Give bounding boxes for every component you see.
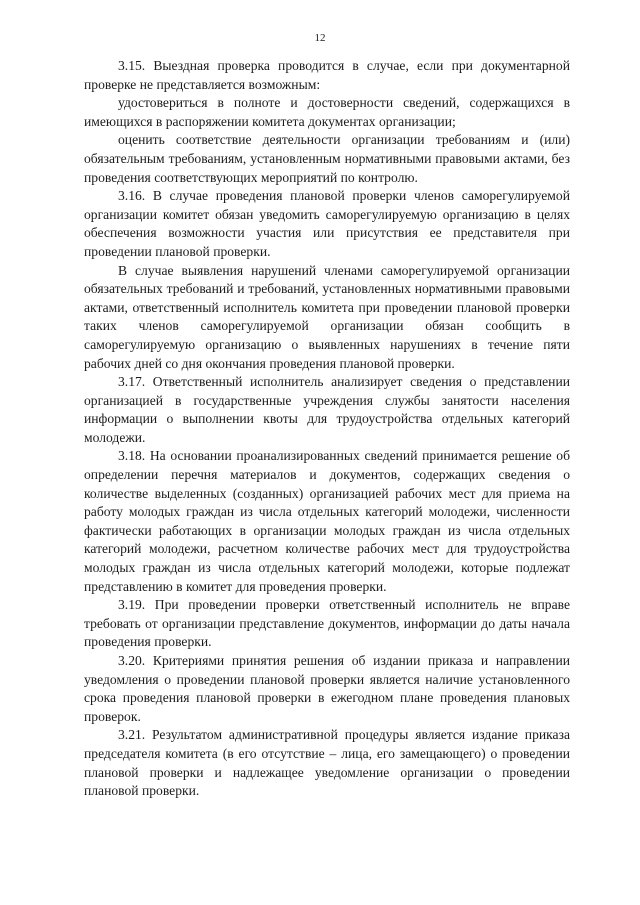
paragraph-3-16: 3.16. В случае проведения плановой проверки членов саморегулируемой организации комитет обязан уведомить саморегулируемую организацию в целях обеспечения возможности участия или присутствия ее представителя при проведении плановой проверки. xyxy=(84,188,570,259)
paragraph-3-21: 3.21. Результатом административной процедуры является издание приказа председателя комитета (в его отсутствие – лица, его замещающего) о проведении плановой проверки и надлежащее уведомление организации о проведении плановой проверки. xyxy=(84,727,570,799)
paragraph-3-15-item-1: удостовериться в полноте и достоверности сведений, содержащихся в имеющихся в распоряжении комитета документах организации; xyxy=(84,95,570,129)
paragraph-3-17: 3.17. Ответственный исполнитель анализирует сведения о представлении организацией в государственные учреждения службы занятости населения информации о выполнении квоты для трудоустройства отдельных категорий молодежи. xyxy=(84,374,570,445)
paragraph-3-15-item-2: оценить соответствие деятельности организации требованиям и (или) обязательным требованиям, установленным нормативными правовыми актами, без проведения соответствующих мероприятий по контролю. xyxy=(84,132,570,185)
paragraph-3-15: 3.15. Выездная проверка проводится в случае, если при документарной проверке не представляется возможным: xyxy=(84,58,570,92)
paragraph-3-19: 3.19. При проведении проверки ответственный исполнитель не вправе требовать от организации представление документов, информации до даты начала проведения проверки. xyxy=(84,597,570,650)
paragraph-3-20: 3.20. Критериями принятия решения об издании приказа и направлении уведомления о проведении плановой проверки является наличие установленного срока проведения плановой проверки в ежегодном плане проведения плановых проверок. xyxy=(84,653,570,724)
page-number: 12 xyxy=(314,32,326,44)
paragraph-3-16-continued: В случае выявления нарушений членами саморегулируемой организации обязательных требований и требований, установленных нормативными правовыми актами, ответственный исполнитель комитета при проведении плановой проверки таких членов саморегулируемой организации обязан сообщить в саморегулируемую организацию о выявленных нарушениях в течение пяти рабочих дней со дня окончания проведения плановой проверки. xyxy=(84,262,570,371)
paragraph-3-18: 3.18. На основании проанализированных сведений принимается решение об определении перечня материалов и документов, содержащих сведения о количестве выделенных (созданных) организацией рабочих мест для приема на работу молодых граждан из числа отдельных категорий молодежи, численности фактически работающих в организации молодых граждан из числа отдельных категорий молодежи, расчетном количестве рабочих мест для трудоустройства молодых граждан из числа отдельных категорий молодежи, которые подлежат представлению в комитет для проведения проверки. xyxy=(84,448,570,594)
document-body xyxy=(84,57,570,801)
